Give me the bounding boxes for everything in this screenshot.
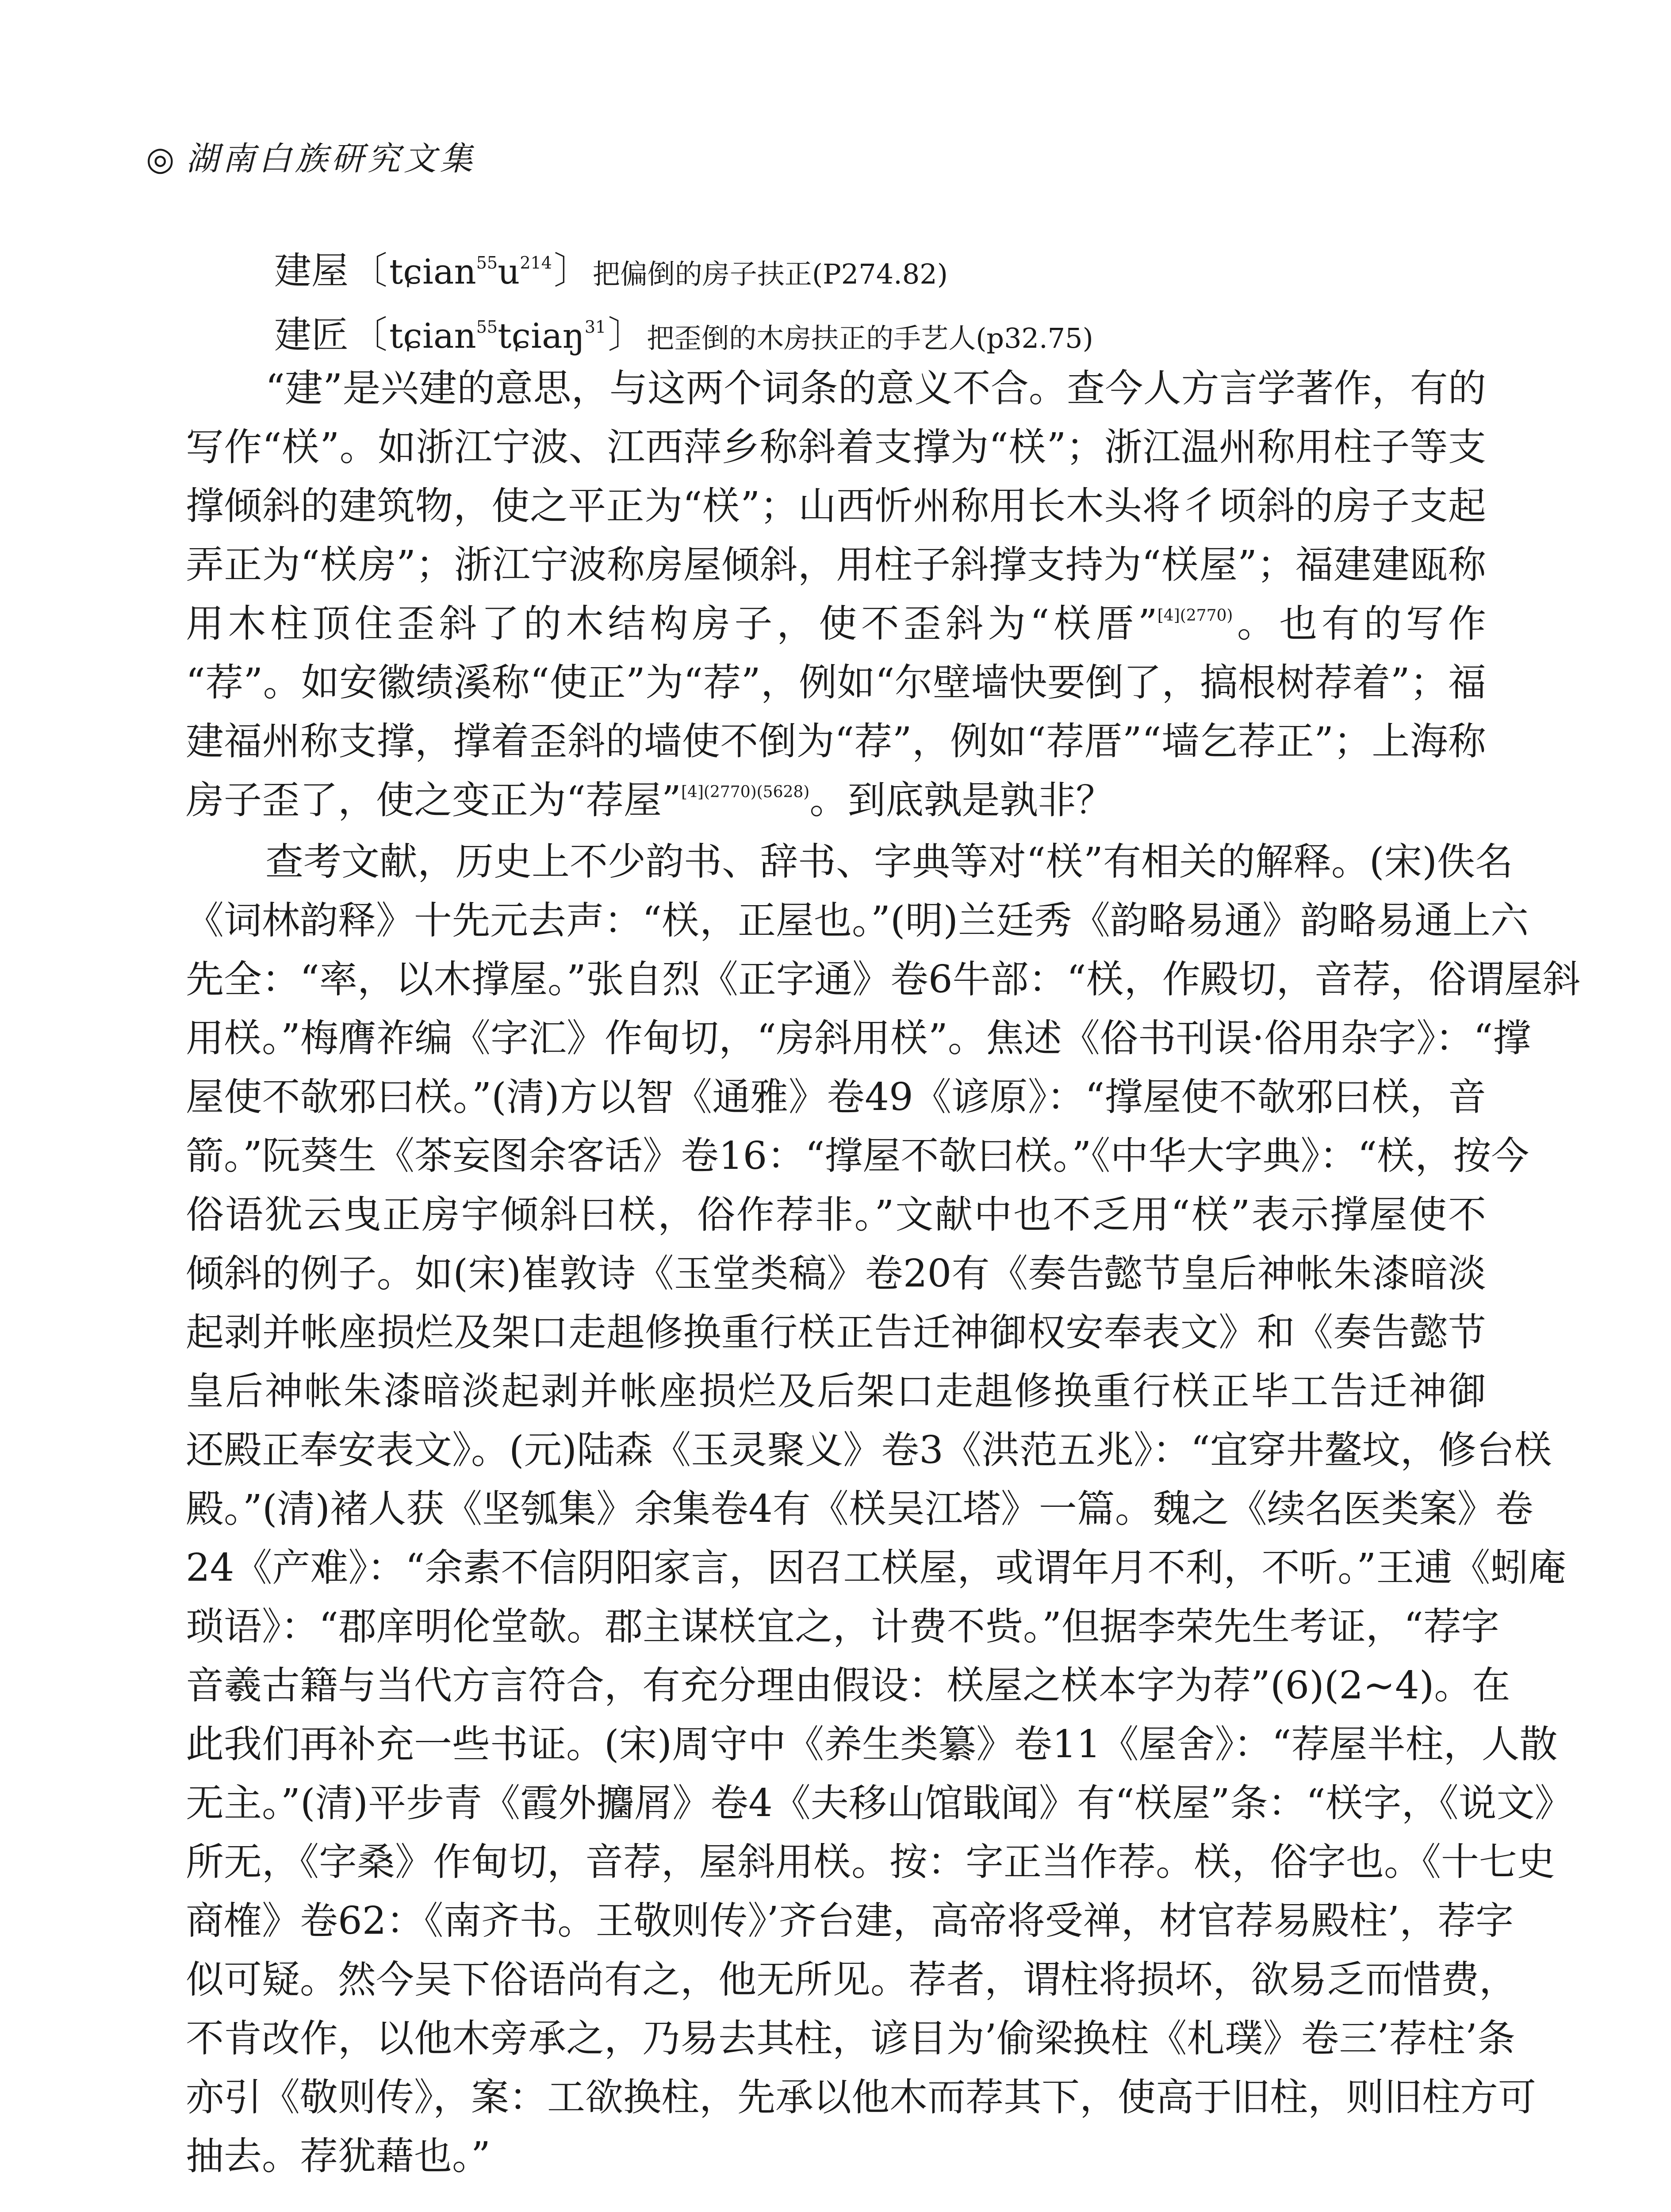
paragraph-line: 音羲古籍与当代方言符合，有充分理由假设：栚屋之栚本字为荐”(6)(2~4)。在 [186, 1663, 1510, 1708]
paragraph-line: 殿。”(清)褚人获《坚瓠集》余集卷4有《栚吴江塔》一篇。魏之《续名医类案》卷 [186, 1487, 1533, 1531]
paragraph-line: 弄正为“栚房”；浙江宁波称房屋倾斜，用柱子斜撑支持为“栚屋”；福建建瓯称 [186, 543, 1486, 587]
dialect-entry: 建屋〔$tɕian^{55}u^{214}$〕把偏倒的房子扶正(P274.82) [274, 249, 948, 292]
paragraph-line: 房子歪了，使之变正为“荐屋”$^{[4](2770)(5628)}$。到底孰是孰非？ [186, 778, 1114, 822]
paragraph-line: 屋使不欹邪曰栚。”(清)方以智《通雅》卷49《谚原》：“撑屋使不欹邪曰栚，音 [186, 1075, 1486, 1119]
paragraph-line: 俗语犹云曳正房宇倾斜曰栚，俗作荐非。”文献中也不乏用“栚”表示撑屋使不 [186, 1193, 1486, 1237]
paragraph-line: 起剥并帐座损烂及架口走趄修换重行栚正告迁神御权安奉表文》和《奏告懿节 [186, 1310, 1486, 1355]
dialect-entry: 建匠〔tɕian$^{55}$tɕiaŋ$^{31}$〕把歪倒的木房扶正的手艺人(p32.75) [274, 313, 1093, 357]
paragraph-line: 24《产难》：“余素不信阴阳家言，因召工栚屋，或谓年月不利，不听。”王逋《蚓庵 [186, 1546, 1567, 1590]
entry-ipa: tɕian [389, 252, 476, 292]
paragraph-line: “荐”。如安徽绩溪称“使正”为“荐”，例如“尔壁墙快要倒了，搞根树荐着”；福 [186, 661, 1486, 705]
entry-ipa: u [498, 252, 520, 292]
tone-mark: 214 [520, 253, 552, 273]
circle-mark-icon: ◎ [146, 140, 178, 178]
book-title: 湖南白族研究文集 [186, 140, 476, 178]
tone-mark: 55 [476, 253, 498, 273]
entry-word: 建匠 [274, 313, 349, 357]
citation-sup: [4](2770)(5628) [681, 783, 810, 801]
tone-mark: 31 [584, 317, 606, 337]
paragraph-line: 建福州称支撑，撑着歪斜的墙使不倒为“荐”，例如“荐厝”“墙乞荐正”；上海称 [186, 719, 1486, 764]
paragraph-line: 用栚。”梅膺祚编《字汇》作甸切，“房斜用栚”。焦述《俗书刊误·俗用杂字》：“撑 [186, 1016, 1531, 1060]
paragraph-line: 还殿正奉安表文》。(元)陆森《玉灵聚义》卷3《洪范五兆》：“宜穿井鳌坟，修台栚 [186, 1428, 1552, 1472]
entry-ipa: tɕian [389, 316, 476, 356]
running-header [146, 133, 476, 180]
paragraph-line: 用木柱顶住歪斜了的木结构房子，使不歪斜为“栚厝”$^{[4](2770)}$。也有的写作 [186, 602, 1486, 646]
paragraph-line: “建”是兴建的意思，与这两个词条的意义不合。查今人方言学著作，有的 [265, 366, 1486, 411]
paragraph-line: 皇后神帐朱漆暗淡起剥并帐座损烂及后架口走趄修换重行栚正毕工告迁神御 [186, 1369, 1486, 1413]
paragraph-line: 无主。”(清)平步青《霞外攟屑》卷4《夫移山馆戢闻》有“栚屋”条：“栚字，《说文》 [186, 1781, 1573, 1825]
paragraph-line: 商榷》卷62：《南齐书。王敬则传》’齐台建，高帝将受禅，材官荐易殿柱’，荐字 [186, 1899, 1514, 1943]
paragraph-line: 琐语》：“郡庠明伦堂欹。郡主谋栚宜之，计费不赀。”但据李荣先生考证，“荐字 [186, 1605, 1499, 1649]
paragraph-line: 抽去。荐犹藉也。” [186, 2134, 491, 2178]
entry-ipa: tɕiaŋ [498, 316, 585, 356]
paragraph-line: 倾斜的例子。如(宋)崔敦诗《玉堂类稿》卷20有《奏告懿节皇后神帐朱漆暗淡 [186, 1252, 1486, 1296]
paragraph-line: 先全：“率，以木撑屋。”张自烈《正字通》卷6牛部：“栚，作殿切，音荐，俗谓屋斜 [186, 957, 1581, 1002]
paragraph-line: 查考文献，历史上不少韵书、辞书、字典等对“栚”有相关的解释。(宋)佚名 [265, 840, 1514, 884]
tone-mark: 55 [476, 317, 498, 337]
entry-definition: 把歪倒的木房扶正的手艺人(p32.75) [647, 322, 1093, 354]
paragraph-line: 所无，《字桑》作甸切，音荐，屋斜用栚。按：字正当作荐。栚，俗字也。《十七史 [186, 1840, 1555, 1884]
citation-sup: [4](2770) [1157, 607, 1233, 625]
paragraph-line: 亦引《敬则传》，案：工欲换柱，先承以他木而荐其下，使高于旧柱，则旧柱方可 [186, 2075, 1536, 2120]
entry-word: 建屋 [274, 249, 349, 292]
paragraph-line: 似可疑。然今吴下俗语尚有之，他无所见。荐者，谓柱将损坏，欲易乏而惜费， [186, 1958, 1517, 2002]
paragraph-line: 撑倾斜的建筑物，使之平正为“栚”；山西忻州称用长木头将彳顷斜的房子支起 [186, 484, 1486, 528]
entry-definition: 把偏倒的房子扶正(P274.82) [592, 258, 948, 290]
paragraph-line: 《词林韵释》十先元去声：“栚，正屋也。”(明)兰廷秀《韵略易通》韵略易通上六 [186, 899, 1529, 943]
paragraph-line: 此我们再补充一些书证。(宋)周守中《养生类纂》卷11《屋舍》：“荐屋半柱，人散 [186, 1722, 1558, 1767]
paragraph-line: 写作“栚”。如浙江宁波、江西萍乡称斜着支撑为“栚”；浙江温州称用柱子等支 [186, 425, 1486, 469]
paragraph-line: 箭。”阮葵生《茶妄图余客话》卷16：“撑屋不欹曰栚。”《中华大字典》：“栚，按今 [186, 1134, 1529, 1178]
paragraph-line: 不肯改作，以他木旁承之，乃易去其柱，谚目为’偷梁换柱《札璞》卷三’荐柱’条 [186, 2016, 1516, 2061]
